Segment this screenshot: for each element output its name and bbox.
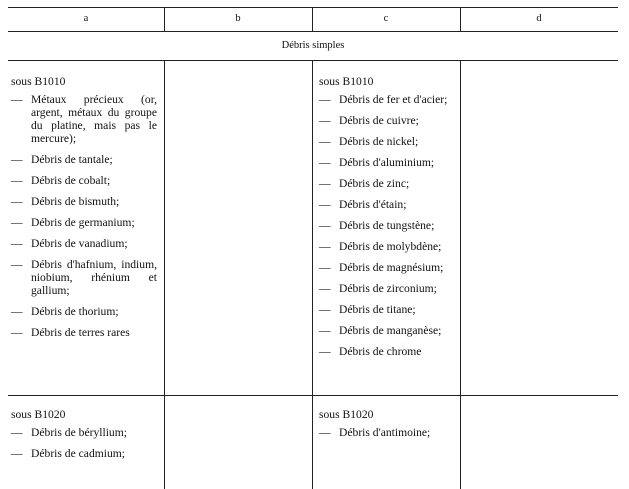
item-text: — Débris de béryllium;: [31, 426, 127, 439]
list-item: [319, 114, 454, 127]
list-item: [319, 198, 454, 211]
item-text: — Débris de manganèse;: [339, 324, 442, 337]
item-text: — Débris de tungstène;: [339, 219, 435, 232]
item-text: — Débris d'antimoine;: [339, 426, 431, 439]
item-list: [11, 93, 157, 339]
section-heading: sous B1010: [319, 75, 374, 88]
item-text: — Débris de terres rares: [31, 326, 130, 339]
row-separator-rule: [8, 395, 618, 396]
list-item: [11, 426, 157, 439]
list-item: [11, 305, 157, 318]
list-item: [11, 174, 157, 187]
item-text: — Débris de nickel;: [339, 135, 419, 148]
col-divider-cd-body: [460, 60, 461, 489]
list-item: [319, 177, 454, 190]
list-item: [11, 326, 157, 339]
list-item: [11, 447, 157, 460]
list-item: [319, 93, 454, 106]
list-item: [11, 258, 157, 297]
list-item: [319, 426, 454, 439]
row1-col-a: [11, 75, 157, 347]
list-item: [319, 219, 454, 232]
row1-col-c: [319, 75, 454, 366]
row2-col-c: [319, 408, 454, 447]
list-item: [319, 135, 454, 148]
item-list: [11, 426, 157, 460]
item-text: — Débris de cobalt;: [31, 174, 111, 187]
list-item: [11, 237, 157, 250]
column-header-b: b: [235, 13, 241, 24]
list-item: [319, 324, 454, 337]
list-item: [11, 153, 157, 166]
item-text: — Débris d'hafnium, indium, niobium, rhénium et gallium;: [31, 258, 157, 297]
item-list: [319, 93, 454, 358]
item-text: — Débris de molybdène;: [339, 240, 442, 253]
item-text: — Débris de tantale;: [31, 153, 113, 166]
list-item: [319, 303, 454, 316]
list-item: [11, 93, 157, 145]
section-heading: sous B1020: [319, 408, 374, 421]
item-text: — Débris de zirconium;: [339, 282, 437, 295]
item-text: — Débris de cadmium;: [31, 447, 126, 460]
item-text: — Débris de zinc;: [339, 177, 410, 190]
col-divider-ab-body: [164, 60, 165, 489]
caption-bottom-rule: [8, 60, 618, 61]
item-text: — Débris de chrome: [339, 345, 422, 358]
column-header-c: c: [383, 13, 389, 24]
item-list: [319, 426, 454, 439]
column-header-d: d: [536, 13, 542, 24]
item-text: — Métaux précieux (or, argent, métaux du groupe du platine, mais pas le mercure);: [31, 93, 157, 145]
item-text: — Débris d'étain;: [339, 198, 407, 211]
list-item: [319, 282, 454, 295]
item-text: — Débris de titane;: [339, 303, 416, 316]
item-text: — Débris de germanium;: [31, 216, 135, 229]
list-item: [319, 345, 454, 358]
list-item: [319, 240, 454, 253]
item-text: — Débris de thorium;: [31, 305, 119, 318]
item-text: — Débris de cuivre;: [339, 114, 419, 127]
section-heading: sous B1010: [11, 75, 66, 88]
item-text: — Débris de vanadium;: [31, 237, 128, 250]
item-text: — Débris de fer et d'acier;: [339, 93, 448, 106]
item-text: — Débris d'aluminium;: [339, 156, 435, 169]
table-caption: Débris simples: [281, 40, 345, 51]
item-text: — Débris de magnésium;: [339, 261, 444, 274]
section-heading: sous B1020: [11, 408, 66, 421]
list-item: [11, 195, 157, 208]
list-item: [11, 216, 157, 229]
row2-col-a: [11, 408, 157, 468]
item-text: — Débris de bismuth;: [31, 195, 120, 208]
list-item: [319, 156, 454, 169]
column-header-a: a: [83, 13, 89, 24]
list-item: [319, 261, 454, 274]
col-divider-bc-body: [312, 60, 313, 489]
